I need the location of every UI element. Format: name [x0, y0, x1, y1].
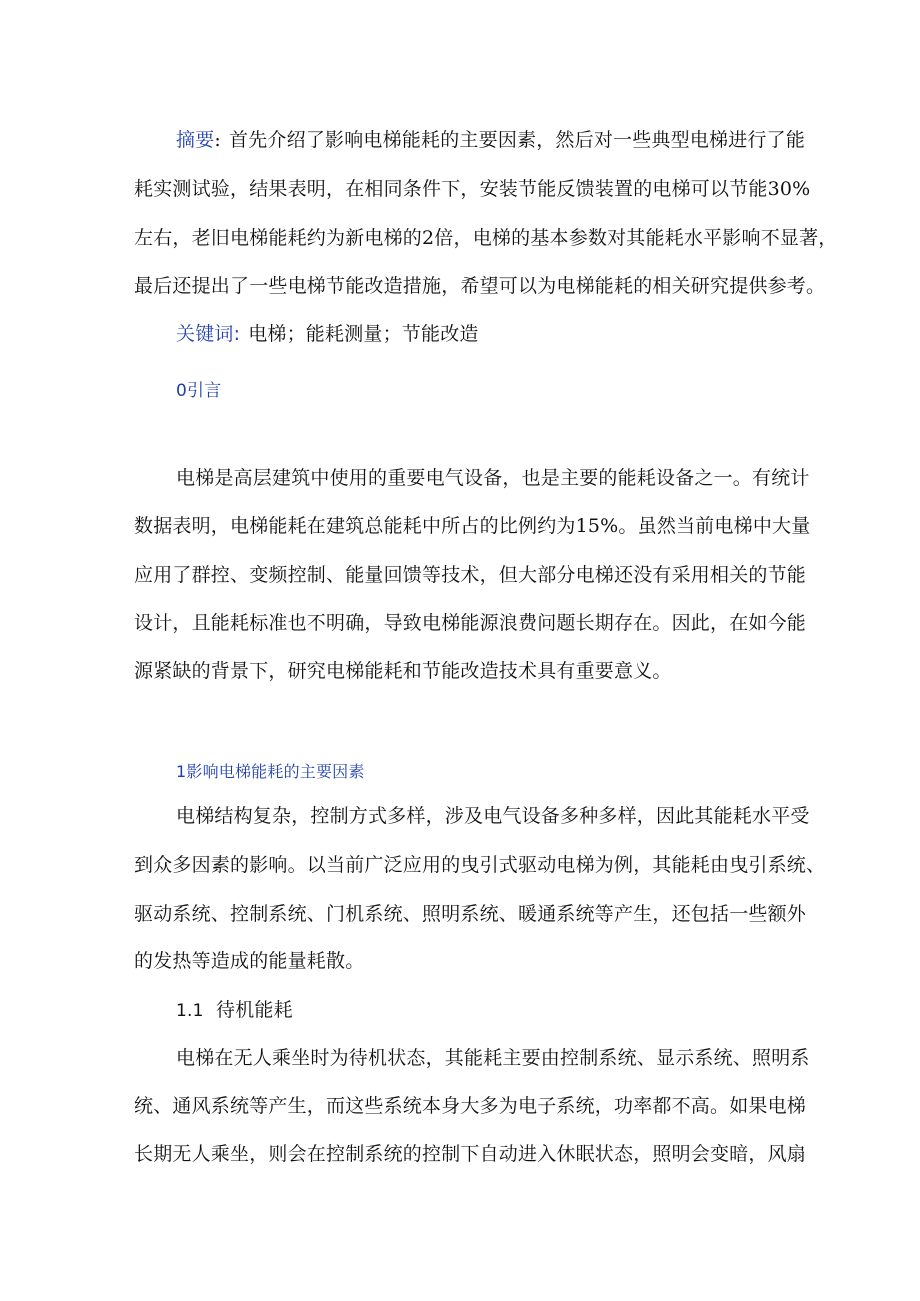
- section-0-line-2: 数据表明，电梯能耗在建筑总能耗中所占的比例约为15%。虽然当前电梯中大量: [134, 515, 811, 537]
- keywords-line: [176, 322, 836, 346]
- section-1-1-line-1: 电梯在无人乘坐时为待机状态，其能耗主要由控制系统、显示系统、照明系: [176, 1047, 810, 1069]
- section-0-heading: 0引言: [176, 381, 222, 401]
- abstract-label: 摘要: [176, 129, 215, 151]
- section-1-1-heading: [176, 998, 836, 1023]
- keywords-text: 电梯；能耗测量；节能改造: [248, 323, 479, 345]
- keywords-label: 关键词:: [176, 323, 241, 345]
- abstract-text-1: 首先介绍了影响电梯能耗的主要因素，然后对一些典型电梯进行了能: [229, 129, 806, 151]
- section-0-line-3: 应用了群控、变频控制、能量回馈等技术，但大部分电梯还没有采用相关的节能: [134, 564, 807, 586]
- section-1-line-4: 的发热等造成的能量耗散。: [134, 950, 365, 972]
- abstract-line-2: 耗实测试验，结果表明，在相同条件下，安装节能反馈装置的电梯可以节能30%: [134, 178, 811, 200]
- section-1-line-1: 电梯结构复杂，控制方式多样，涉及电气设备多种多样，因此其能耗水平受: [176, 805, 810, 827]
- section-0-line-1: 电梯是高层建筑中使用的重要电气设备，也是主要的能耗设备之一。有统计: [176, 467, 810, 489]
- section-1-line-3: 驱动系统、控制系统、门机系统、照明系统、暖通系统等产生，还包括一些额外: [134, 903, 807, 925]
- section-1-heading: 1影响电梯能耗的主要因素: [176, 762, 365, 781]
- abstract-colon: :: [214, 129, 222, 151]
- section-1-1-title: 待机能耗: [216, 999, 293, 1021]
- abstract-line-4: 最后还提出了一些电梯节能改造措施，希望可以为电梯能耗的相关研究提供参考。: [134, 275, 826, 297]
- section-1-1-line-3: 长期无人乘坐，则会在控制系统的控制下自动进入休眠状态，照明会变暗，风扇: [134, 1143, 807, 1165]
- abstract-line-3: 左右，老旧电梯能耗约为新电梯的2倍，电梯的基本参数对其能耗水平影响不显著，: [134, 227, 838, 249]
- section-0-line-5: 源紧缺的背景下，研究电梯能耗和节能改造技术具有重要意义。: [134, 660, 672, 682]
- section-1-1-number: 1.1: [176, 1001, 204, 1021]
- section-0-line-4: 设计，且能耗标准也不明确，导致电梯能源浪费问题长期存在。因此，在如今能: [134, 612, 807, 634]
- abstract-line-1: [176, 128, 836, 152]
- section-1-line-2: 到众多因素的影响。以当前广泛应用的曳引式驱动电梯为例，其能耗由曳引系统、: [134, 854, 826, 876]
- section-1-1-line-2: 统、通风系统等产生，而这些系统本身大多为电子系统，功率都不高。如果电梯: [134, 1095, 807, 1117]
